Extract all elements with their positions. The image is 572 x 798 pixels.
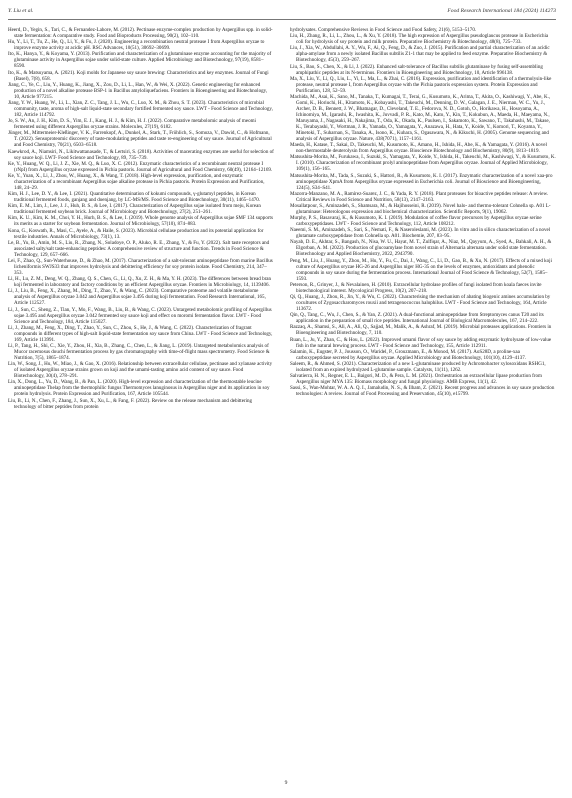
page-number: 9 [284, 780, 288, 786]
reference-entry: Liu, S., Bao, S., Chen, X., & Li, J. (2022). Enhanced salt-tolerance of Bacillus subtilis glutaminase by fusing self-assembling amphipathic peptides at its N-terminus. Frontiers in Bioengineering and Biotechnology, 10, Article 996138. [290, 63, 543, 76]
reference-entry: Heerd, D., Yegin, S., Tari, C., & Fernandez-Lahore, M. (2012). Pectinase enzyme-complex production by Aspergillus spp. in solid-state fermentation: A comparative study. Food and Bioproducts Processing, 90(2), 102–110. [8, 27, 273, 39]
header-journal-citation: Food Research International 184 (2024) 114273 [447, 8, 556, 14]
reference-entry: Li, J., Liu, B., Feng, X., Zhang, M., Ding, T., Zhao, Y., & Wang, C. (2023). Comparative proteome and volatile metabolome analysis of Aspergillus oryzae 3.042 and Aspergillus sojae 3.495 during koji fermentation. Food Research International, 165, Article 112527. [8, 288, 266, 307]
reference-entry: Le, B., Yu, B., Amin, M. S., Liu, R., Zhang, N., Soladoye, O. P., Aluko, R. E., Zhang, Y., & Fu, Y. (2022). Salt taste receptors and associated salty/salt taste-enhancing peptides: A comprehensive review of structure and function. Trends in Food Science & Technology, 129, 657–666. [8, 239, 270, 258]
reference-entry: Sassi, S., Wan-Mohtar, W. A. A. Q. I., Jamaludin, N. S., & Ilham, Z. (2021). Recent progress and advances in soy sauce production technologies: A review. Journal of Food Processing and Preservation, 45(10), e15799. [290, 385, 555, 398]
reference-entry: hydrolysates. Comprehensive Reviews in Food Science and Food Safety, 21(6), 5153–5170. [290, 27, 477, 33]
reference-entry: Lei, F., Zhao, Q., Sun-Waterhouse, D., & Zhao, M. (2017). Characterization of a salt-tolerant aminopeptidase from marine Bacillus licheniformis SWJS33 that improves hydrolysis and debittering efficiency for soy protein isolate. Food Chemistry, 214, 347–353. [8, 258, 273, 276]
references-right-column [290, 27, 556, 398]
reference-entry: Murphy, P. S., Basavaraj, K., & Kusumoto, K. I. (2019). Modulation of coffee flavor precursors by Aspergillus oryzae serine carboxypeptidases. LWT - Food Science and Technology, 112, Article 108212. [290, 215, 542, 228]
reference-entry: Kim, E. M., Lim, J., Lee, J. J., Huh, B. S., & Lee, I. (2017). Characterization of Aspergillus sojae isolated from meju, Korean traditional fermented soybean brick. Journal of Microbiology and Biotechnology, 27(2), 251–261. [8, 203, 261, 216]
reference-entry: Ito, K., Hanya, Y., & Koyama, Y. (2013). Purification and characterization of a glutaminase enzyme accounting for the majority of glutaminase activity in Aspergillus sojae under solid-state culture. Applied Microbiology and Biotechnology, 97(19), 8581–8590. [8, 51, 272, 70]
reference-entry: Li, J., Zhang, M., Feng, X., Ding, T., Zhao, Y., Sun, C., Zhou, S., He, J., & Wang, C. (2022). Characterization of fragrant compounds in different types of high-salt liquid-state fermentation soy sauce from China. LWT - Food Science and Technology, 169, Article 113991. [8, 324, 273, 343]
reference-entry: Ito, K., & Matsuyama, A. (2021). Koji molds for Japanese soy sauce brewing: Characteristics and key enzymes. Journal of Fungi (Basel), 7(8), 658. [8, 69, 269, 82]
reference-entry: Machida, M., Asai, K., Sano, M., Tanaka, T., Kumagai, T., Terai, G., Kusumoto, K., Arima, T., Akita, O., Kashiwagi, Y., Abe, K., Gomi, K., Horiuchi, H., Kitamoto, K., Kobayashi, T., Takeuchi, M., Denning, D. W., Galagan, J. E., Nierman, W. C., Yu, J., Archer, D. B., Bennett, J. W., Bhatnagar, D., Cleveland, T. E., Fedorova, N. D., Gotoh, O., Horikawa, H., Hosoyama, A., Ichinomiya, M., Igarashi, R., Iwashita, K., Juvvadi, P. R., Kato, M., Kato, Y., Kin, T., Kokubun, A., Maeda, H., Maeyama, N., Maruyama, J., Nagasaki, H., Nakajima, T., Oda, K., Okada, K., Paulsen, I., Sakamoto, K., Sawano, T., Takahashi, M., Takase, K., Terabayashi, Y., Wortman, J. R., Yamada, O., Yamagata, Y., Anazawa, H., Hata, Y., Koide, Y., Komori, T., Koyama, Y., Minetoki, T., Suharnan, S., Tanaka, A., Isono, K., Kuhara, S., Ogasawara, N., & Kikuchi, H. (2005). Genome sequencing and analysis of Aspergillus oryzae. Nature, 438(7071), 1157–1161. [290, 93, 551, 142]
reference-entry: Nayab, D. E., Akhtar, S., Bangash, N., Nisa, W. U., Hayat, M. T., Zulfiqar, A., Niaz, M., Qayyum, A., Syed, A., Bahkali, A. H., & Elgorban, A. M. (2022). Production of glucoamylase from novel strain of Alternaria alternata under solid state fermentation. Biotechnology and Applied Biochemistry, 2022, 2943790. [290, 239, 552, 258]
reference-entry: Jiang, Y. W., Huang, W., Li, L., Xian, Z. C., Tang, J. L., Wu, C., Luo, X. M., & Zhou, S. T. (2023). Characteristics of microbial community, taste, aroma of high-salt liquid-state secondary fortified fermented soy sauce. LWT - Food Science and Technology, 182, Article 114792. [8, 99, 273, 118]
reference-entry: Mosallatpour, S., Aminzadeh, S., Shamsara, M., & Hajihosseini, R. (2019). Novel halo- and thermo-tolerant Cohnella sp. A01 L-glutaminase: Heterologous expression and biochemical characterization. Scientific Reports, 9(1), 19062. [290, 202, 551, 215]
reference-entry: Kim, H. J., Lee, D. Y., & Lee, I. (2021). Quantitative determination of kokumi compounds, γ-glutamyl peptides, in Korean traditional fermented foods, ganjang and doenjang, by LC-MS/MS. Food Science and Biotechnology, 30(11), 1465–1470. [8, 191, 261, 204]
references-left-column [8, 27, 274, 410]
header-rule [8, 19, 556, 20]
reference-entry: Jo, S. W., An, J. H., Kim, D. S., Yim, E. J., Kang, H. J., & Kim, H. J. (2022). Comparative metabolomic analysis of meomi fermented using different Aspergillus oryzae strains. Molecules, 27(19), 6182. [8, 118, 256, 131]
reference-entry: Lin, W., Song, J., Hu, W., Miao, J., & Gao, X. (2016). Relationship between extracellular cellulase, pectinase and xylanase activity of isolated Aspergillus oryzae strains grown on koji and the umami-tasting amino acid content of soy sauce. Food Biotechnology, 30(4), 278–291. [8, 361, 273, 380]
reference-entry: Razzaq, A., Shamsi, S., Ali, A., Ali, Q., Sajjad, M., Malik, A., & Ashraf, M. (2019). Microbial proteases applications. Frontiers in Bioengineering and Biotechnology, 7, 110. [290, 324, 552, 337]
reference-entry: Liu, H., Zhang, R., Li, L., Zhou, L., & Xu, Y. (2018). The high expression of Aspergillus pseudoglaucus protease in Escherichia coli for hydrolysis of soy protein and milk protein. Preparative Biochemistry & Biotechnology, 48(8), 725–733. [290, 33, 549, 46]
reference-entry: Salamin, K., Eugster, P. J., Jousson, O., Waridel, P., Grouzmann, E., & Monod, M. (2017). AoS28D, a proline-xaa carboxypeptidase secreted by Aspergillus oryzae. Applied Microbiology and Biotechnology, 101(10), 4129–4137. [290, 348, 527, 361]
reference-entry: Ke, Y., Huang, W. Q., Li, J. Z., Xie, M. Q., & Luo, X. C. (2012). Enzymatic characteristics of a recombinant neutral protease I (rNpI) from Aspergillus oryzae expressed in Pichia pastoris. Journal of Agricultural and Food Chemistry, 60(49), 12164–12169. [8, 160, 273, 173]
reference-entry: Li, J., Sun, C., Sheng, Z., Tian, Y., Mo, F., Wang, B., Liu, B., & Wang, C. (2023). Untargeted metabolomic profiling of Aspergillus sojae 3.495 and Aspergillus oryzae 3.042 fermented soy sauce koji and effect on moromi fermentation flavor. LWT - Food Science and Technology, 184, Article 115027. [8, 306, 272, 325]
reference-entry: Li, P., Tang, H., Shi, C., Xie, Y., Zhou, H., Xia, B., Zhang, C., Chen, L., & Jiang, L. (2019). Untargeted metabolomics analysis of Mucor racemosus douchi fermentation process by gas chromatography with time-of-flight mass spectrometry. Food Science & Nutrition, 7(5), 1865–1874. [8, 342, 270, 361]
reference-entry: Kaewkrod, A., Niamsiri, N., Likitwattanasade, T., & Lertsiri, S. (2018). Activities of macerating enzymes are useful for selection of soy sauce koji. LWT- Food Science and Technology, 89, 735–739. [8, 148, 274, 161]
reference-entry: Liu, J., Xia, W., Abdullahi, A. Y., Wu, F., Ai, Q., Feng, D., & Zuo, J. (2015). Purification and partial characterization of an acidic alpha-amylase from a newly isolated Bacillus subtilis Z1-1 that may be applied to feed enzyme. Preparative Biochemistry & Biotechnology, 45(3), 259–267. [290, 45, 550, 64]
reference-entry: Matsushita-Morita, M., Furukawa, I., Suzuki, S., Yamagata, Y., Koide, Y., Ishida, H., Takeuchi, M., Kashiwagi, Y., & Kusumoto, K. I. (2010). Characterization of recombinant prolyl aminopeptidase from Aspergillus oryzae. Journal of Applied Microbiology, 109(1), 156–165. [290, 154, 556, 173]
reference-entry: Qin, Q., Tang, C., Wu, J., Chen, S., & Yan, Z. (2021). A dual-functional aminopeptidase from Streptomyces canus T20 and its application in the preparation of small rice peptides. International Journal of Biological Macromolecules, 167, 214–222. [290, 312, 544, 325]
reference-entry: Hu, Y., Li, T., Tu, Z., He, Q., Li, Y., & Fu, J. (2020). Engineering a recombination neutral protease I from Aspergillus oryzae to improve enzyme activity at acidic pH. RSC Advances, 10(51), 30692–30699. [8, 39, 265, 52]
reference-entry: Peng, M., Liu, J., Huang, Y., Zhou, M., Hu, Y., Fu, C., Dai, J., Wang, C., Li, D., Gao, B., & Xu, N. (2017). Effects of a mixed koji culture of Aspergillus oryzae HG-26 and Aspergillus niger HG-35 on the levels of enzymes, antioxidants and phenolic compounds in soy sauce during the fermentation process. International Journal of Food Science & Technology, 52(7), 1585–1593. [290, 257, 552, 282]
reference-entry: Kim, K. U., Kim, K. M., Choi, Y. H., Hurh, B. S., & Lee, I. (2019). Whole genome analysis of Aspergillus sojae SMF 134 supports its merits as a starter for soybean fermentation. Journal of Microbiology, 57(10), 874–883. [8, 215, 273, 228]
reference-entry: Jiang, C., Ye, C., Liu, Y., Huang, K., Jiang, X., Zou, D., Li, L., Han, W., & Wei, X. (2022). Genetic engineering for enhanced production of a novel alkaline protease BSP-1 in Bacillus amyloliquefaciens. Frontiers in Bioengineering and Biotechnology, 10, Article 977215. [8, 81, 268, 100]
reference-entry: Ma, X., Liu, Y., Li, Q., Liu, L., Yi, L., Ma, L., & Zhai, C. (2016). Expression, purification and identification of a thermolysin-like protease, neutral protease I, from Aspergillus oryzae with the Pichia pastoris expression system. Protein Expression and Purification, 128, 52–59. [290, 75, 552, 94]
reference-entry: Ruan, L., Ju, Y., Zhan, C., & Hou, L. (2022). Improved umami flavor of soy sauce by adding enzymatic hydrolysate of low-value fish in the natural brewing process. LWT - Food Science and Technology, 155, Article 112911. [290, 336, 552, 349]
reference-entry: Ke, Y., Yuan, X., Li, J., Zhou, W., Huang, X., & Wang, T. (2018). High-level expression, purification, and enzymatic characterization of a recombinant Aspergillus sojae alkaline protease in Pichia pastoris. Protein Expression and Purification, 148, 24–29. [8, 172, 265, 191]
reference-entry: Matsushita-Morita, M., Tada, S., Suzuki, S., Hattori, R., & Kusumoto, K. I. (2017). Enzymatic characterization of a novel xaa-pro aminopeptidase XpmA from Aspergillus oryzae expressed in Escherichia coli. Journal of Bioscience and Bioengineering, 124(5), S34–S41. [290, 172, 553, 191]
reference-entry: Saleem, R., & Ahmed, S. (2021). Characterization of a new L-glutaminase produced by Achromobacter xylosoxidans RSHG1, isolated from an expired hydrolyzed L-glutamine sample. Catalysts, 11(11), 1262. [290, 360, 546, 373]
header-authors: Y. Liu et al. [8, 8, 34, 14]
reference-entry: Jünger, M., Mittermeier-Kleßinger, V. K., Farrenkopf, A., Dunkel, A., Stark, T., Fröhlich, S., Somoza, V., Dawid, C., & Hofmann, T. (2022). Sensoproteomic discovery of taste-modulating peptides and taste re-engineering of soy sauce. Journal of Agricultural and Food Chemistry, 70(21), 6503–6518. [8, 130, 272, 149]
reference-entry: Liu, B., Li, N., Chen, F., Zhang, J., Sun, X., Xu, L., & Fang, F. (2022). Review on the release mechanism and debittering technology of bitter peptides from protein [8, 397, 253, 410]
reference-entry: Kona, G., Koswath, R., Masi, C., Ayele, A., & Haile, S. (2023). Microbial cellulase production and its potential application for textile industries. Annals of Microbiology, 73(1), 13. [8, 227, 264, 240]
reference-entry: Peterson, R., Grinyer, J., & Nevalainen, H. (2010). Extracellular hydrolase profiles of fungi isolated from koala faeces invite biotechnological interest. Mycological Progress, 10(2), 207–218. [290, 281, 542, 294]
reference-entry: Maeda, H., Katase, T., Sakai, D., Takeuchi, M., Kusumoto, K., Amano, H., Ishida, H., Abe, K., & Yamagata, Y. (2016). A novel non-thermostable deuterolysin from Aspergillus oryzae. Bioscience Biotechnology and Biochemistry, 80(9), 1813–1819. [290, 142, 547, 155]
reference-entry: Naeemi, S. M., Aminzadeh, S., Sari, S., Nemati, F., & Naseroleslami, M. (2023). In vitro and in silico characterization of a novel glutamate carboxypeptidase from Cohnella sp. A01. Biochemie, 207, 83–95. [290, 227, 551, 240]
reference-entry: Salvatierra, H. N., Regner, E. L., Baigori, M. D., & Pera, L. M. (2021). Orchestration an extracellular lipase production from Aspergillus niger MYA 135: Biomass morphology and fungal physiology. AMB Express, 11(1), 42. [290, 373, 542, 386]
reference-entry: Qi, Q., Huang, J., Zhou, R., Jin, Y., & Wu, C. (2022). Characterising the mechanism of abating biogenic amines accumulation by cocultures of Zygosaccharomyces rouxii and tetragenococcus halophilus. LWT - Food Science and Technology, 164, Article 113672. [290, 294, 551, 312]
reference-entry: Mazorra-Manzano, M. A., Ramírez-Suarez, J. C., & Yada, R. Y. (2018). Plant proteases for bioactive peptides release: A review. Critical Reviews in Food Science and Nutrition, 58(13), 2147–2163. [290, 190, 549, 203]
reference-entry: Lin, X., Dong, L., Yu, D., Wang, B., & Pan, L. (2020). High-level expression and characterization of the thermostable leucine aminopeptidase Thelap from the thermophilic fungus Thermomyces lanuginosus in Aspergillus niger and its application in soy protein hydrolysis. Protein Expression and Purification, 167, Article 105544. [8, 379, 270, 398]
reference-entry: Li, H., Lu, Z. M., Deng, W. Q., Zhang, Q. S., Chen, G., Li, Q., Xu, Z. H., & Ma, Y. H. (2023). The differences between bread bran koji fermented in laboratory and factory conditions by an efficient Aspergillus oryzae. Frontiers in Microbiology, 14, 1139406. [8, 276, 272, 289]
